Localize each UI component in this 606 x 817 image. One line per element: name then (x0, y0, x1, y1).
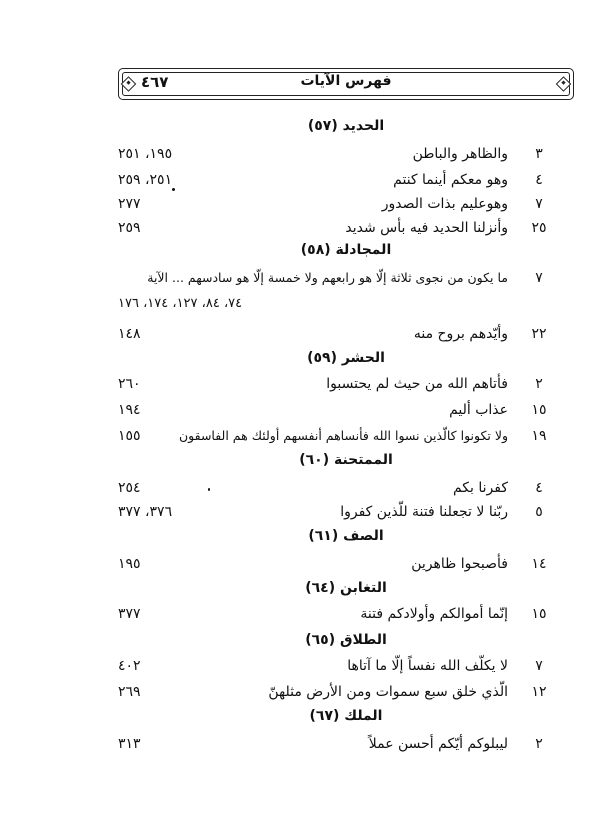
verse-text: فأصبحوا ظاهرين (411, 556, 508, 572)
header-title: فهرس الآيات (300, 73, 392, 89)
verse-pages: ١٤٨ (118, 326, 141, 342)
verse-row (118, 196, 550, 218)
verse-number: ٢٥ (531, 220, 547, 236)
verse-text: عذاب أليم (449, 402, 508, 418)
verse-row (118, 146, 550, 168)
verse-pages-continuation: ٧٤، ٨٤، ١٢٧، ١٧٤، ١٧٦ (118, 296, 243, 311)
surah-heading: الصف (٦١) (308, 528, 384, 544)
verse-text: وأنزلنا الحديد فيه بأس شديد (345, 220, 508, 236)
verse-pages: ٤٠٢ (118, 658, 141, 674)
verse-text: كفرنا بكم (452, 480, 508, 496)
verse-text: إنّما أموالكم وأولادكم فتنة (360, 606, 508, 622)
verse-pages: ١٩٥ (118, 556, 141, 572)
verse-number: ٤ (535, 480, 543, 496)
verse-number: ٥ (535, 504, 543, 520)
ink-speck (172, 188, 175, 191)
surah-heading: الممتحنة (٦٠) (299, 452, 393, 468)
verse-pages: ٢٥٩ (118, 220, 141, 236)
verse-pages: ٢٥٤ (118, 480, 141, 496)
verse-row (118, 428, 550, 450)
verse-row (118, 172, 550, 194)
verse-row (118, 480, 550, 502)
verse-number: ٢ (535, 376, 543, 392)
verse-pages: ٣٧٧ (118, 606, 141, 622)
verse-number: ٧ (535, 658, 543, 674)
verse-row (118, 684, 550, 706)
verse-pages: ٣١٣ (118, 736, 141, 752)
verse-text: والظاهر والباطن (412, 146, 508, 162)
verse-number: ٣ (535, 146, 543, 162)
verse-pages: ٢٦٠ (118, 376, 141, 392)
verse-row (118, 220, 550, 242)
ink-speck (208, 488, 210, 491)
verse-text: وهو معكم أينما كنتم (393, 172, 508, 188)
verse-number: ٢ (535, 736, 543, 752)
verse-row (118, 606, 550, 628)
verse-number: ١٢ (531, 684, 547, 700)
verse-row (118, 658, 550, 680)
verse-number: ٤ (535, 172, 543, 188)
verse-pages: ١٩٥، ٢٥١ (118, 146, 173, 162)
verse-pages: ١٩٤ (118, 402, 141, 418)
surah-heading: التغابن (٦٤) (305, 580, 387, 596)
verse-pages: ٢٧٧ (118, 196, 141, 212)
surah-heading: الحديد (٥٧) (307, 118, 385, 134)
verse-row (118, 736, 550, 758)
verse-number: ١٥ (531, 606, 547, 622)
verse-row (118, 326, 550, 348)
verse-text: الّذي خلق سبع سموات ومن الأرض مثلهنّ (268, 684, 508, 700)
verse-number: ١٩ (531, 428, 547, 444)
verse-pages: ١٥٥ (118, 428, 141, 444)
verse-text: ربّنا لا تجعلنا فتنة للّذين كفروا (340, 504, 508, 520)
verse-text: ولا تكونوا كالّذين نسوا الله فأنساهم أنفسهم أولئك هم الفاسقون (178, 428, 508, 443)
surah-heading: الحشر (٥٩) (307, 350, 385, 366)
verse-text: وأيّدهم بروح منه (413, 326, 508, 342)
page-number: ٤٦٧ (141, 73, 169, 91)
verse-text: ما يكون من نجوى ثلاثة إلّا هو رابعهم ولا خمسة إلّا هو سادسهم ... الآية (147, 270, 508, 285)
verse-pages: ٢٦٩ (118, 684, 141, 700)
verse-pages: ٢٥١، ٢٥٩ (118, 172, 173, 188)
verse-number: ٢٢ (531, 326, 547, 342)
verse-number: ٧ (535, 270, 543, 286)
surah-heading: المجادلة (٥٨) (300, 242, 392, 258)
surah-heading: الطلاق (٦٥) (305, 632, 387, 648)
verse-row (118, 270, 550, 292)
verse-text: لا يكلّف الله نفساً إلّا ما آتاها (347, 658, 508, 674)
verse-text: ليبلوكم أيّكم أحسن عملاً (368, 736, 508, 752)
verse-pages: ٣٧٦، ٣٧٧ (118, 504, 173, 520)
verse-number: ١٥ (531, 402, 547, 418)
verse-row (118, 556, 550, 578)
page-header (118, 68, 574, 100)
verse-row (118, 402, 550, 424)
verse-row (118, 504, 550, 526)
verse-row (118, 376, 550, 398)
verse-number: ٧ (535, 196, 543, 212)
verse-text: وهوعليم بذات الصدور (381, 196, 508, 212)
verse-text: فأتاهم الله من حيث لم يحتسبوا (326, 376, 508, 392)
verse-number: ١٤ (531, 556, 547, 572)
surah-heading: الملك (٦٧) (309, 708, 383, 724)
